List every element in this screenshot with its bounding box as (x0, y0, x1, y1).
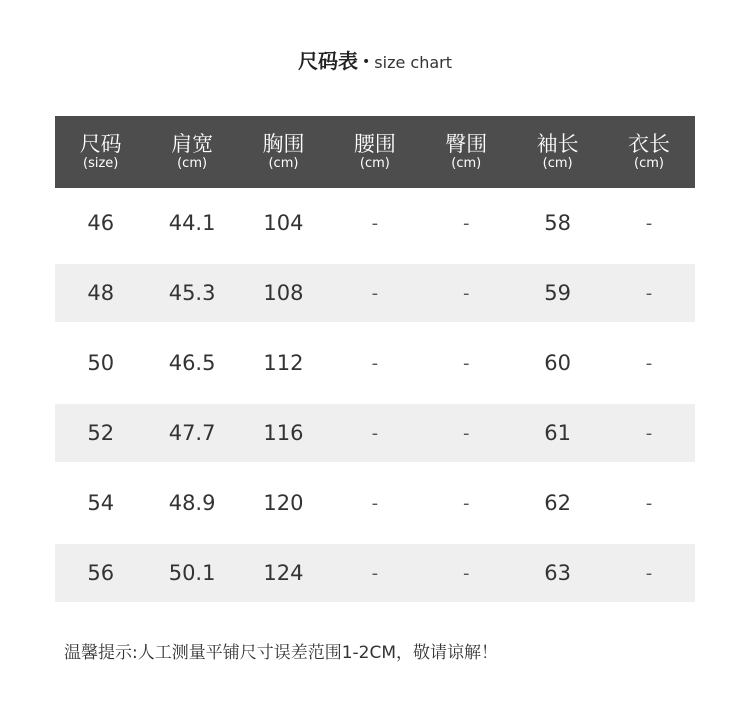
cell-waist: - (371, 352, 379, 374)
cell-size: 48 (87, 281, 115, 305)
header-chest (238, 132, 329, 172)
cell-sleeve: 58 (544, 211, 572, 235)
cell-waist: - (371, 562, 379, 584)
cell-size: 54 (87, 491, 115, 515)
cell-chest: 104 (263, 211, 304, 235)
cell-hip: - (463, 282, 470, 304)
table-header (55, 116, 695, 188)
cell-length: - (645, 562, 653, 584)
page-title (0, 48, 750, 77)
cell-shoulder: 45.3 (168, 281, 216, 305)
table-row (55, 188, 695, 258)
header-unit: (cm) (451, 156, 482, 171)
cell-size: 46 (87, 211, 115, 235)
header-unit: (cm) (542, 156, 573, 171)
header-hip (421, 132, 512, 172)
title-separator: • (362, 54, 371, 70)
table-row (55, 404, 695, 462)
table-row (55, 468, 695, 538)
header-label: 胸围 (262, 132, 305, 156)
cell-hip: - (463, 352, 470, 374)
cell-length: - (645, 352, 653, 374)
header-waist (329, 132, 420, 172)
cell-length: - (645, 492, 653, 514)
cell-shoulder: 47.7 (168, 421, 216, 445)
cell-waist: - (371, 212, 379, 234)
cell-chest: 112 (263, 351, 304, 375)
cell-chest: 116 (263, 421, 304, 445)
header-label: 臀围 (445, 132, 488, 156)
cell-length: - (645, 422, 653, 444)
title-chinese: 尺码表 (298, 49, 359, 73)
cell-chest: 124 (263, 561, 304, 585)
header-unit: (size) (83, 156, 119, 171)
header-label: 腰围 (353, 132, 396, 156)
header-label: 袖长 (536, 132, 579, 156)
header-label: 衣长 (628, 132, 671, 156)
table-row (55, 544, 695, 602)
cell-hip: - (463, 562, 470, 584)
cell-hip: - (463, 422, 470, 444)
cell-chest: 108 (263, 281, 304, 305)
table-row (55, 328, 695, 398)
header-unit: (cm) (634, 156, 665, 171)
header-unit: (cm) (268, 156, 299, 171)
cell-waist: - (371, 422, 379, 444)
measurement-note: 温馨提示:人工测量平铺尺寸误差范围1-2CM，敬请谅解！ (64, 643, 499, 663)
header-shoulder (146, 132, 237, 172)
header-label: 尺码 (79, 132, 122, 156)
cell-shoulder: 48.9 (168, 491, 216, 515)
header-label: 肩宽 (171, 132, 214, 156)
cell-shoulder: 50.1 (168, 561, 216, 585)
header-sleeve (512, 132, 603, 172)
size-table (55, 116, 695, 608)
header-unit: (cm) (177, 156, 208, 171)
cell-size: 50 (87, 351, 115, 375)
cell-chest: 120 (263, 491, 304, 515)
cell-sleeve: 59 (544, 281, 572, 305)
cell-hip: - (463, 492, 470, 514)
table-row (55, 264, 695, 322)
cell-sleeve: 61 (544, 421, 572, 445)
cell-size: 56 (87, 561, 115, 585)
cell-length: - (645, 282, 653, 304)
cell-shoulder: 46.5 (168, 351, 216, 375)
header-size (55, 132, 146, 172)
cell-length: - (645, 212, 653, 234)
cell-shoulder: 44.1 (168, 211, 216, 235)
cell-size: 52 (87, 421, 115, 445)
cell-waist: - (371, 282, 379, 304)
cell-sleeve: 63 (544, 561, 572, 585)
cell-sleeve: 60 (544, 351, 572, 375)
title-english: size chart (374, 53, 452, 72)
cell-waist: - (371, 492, 379, 514)
cell-sleeve: 62 (544, 491, 572, 515)
cell-hip: - (463, 212, 470, 234)
header-length (603, 132, 694, 172)
header-unit: (cm) (359, 156, 390, 171)
